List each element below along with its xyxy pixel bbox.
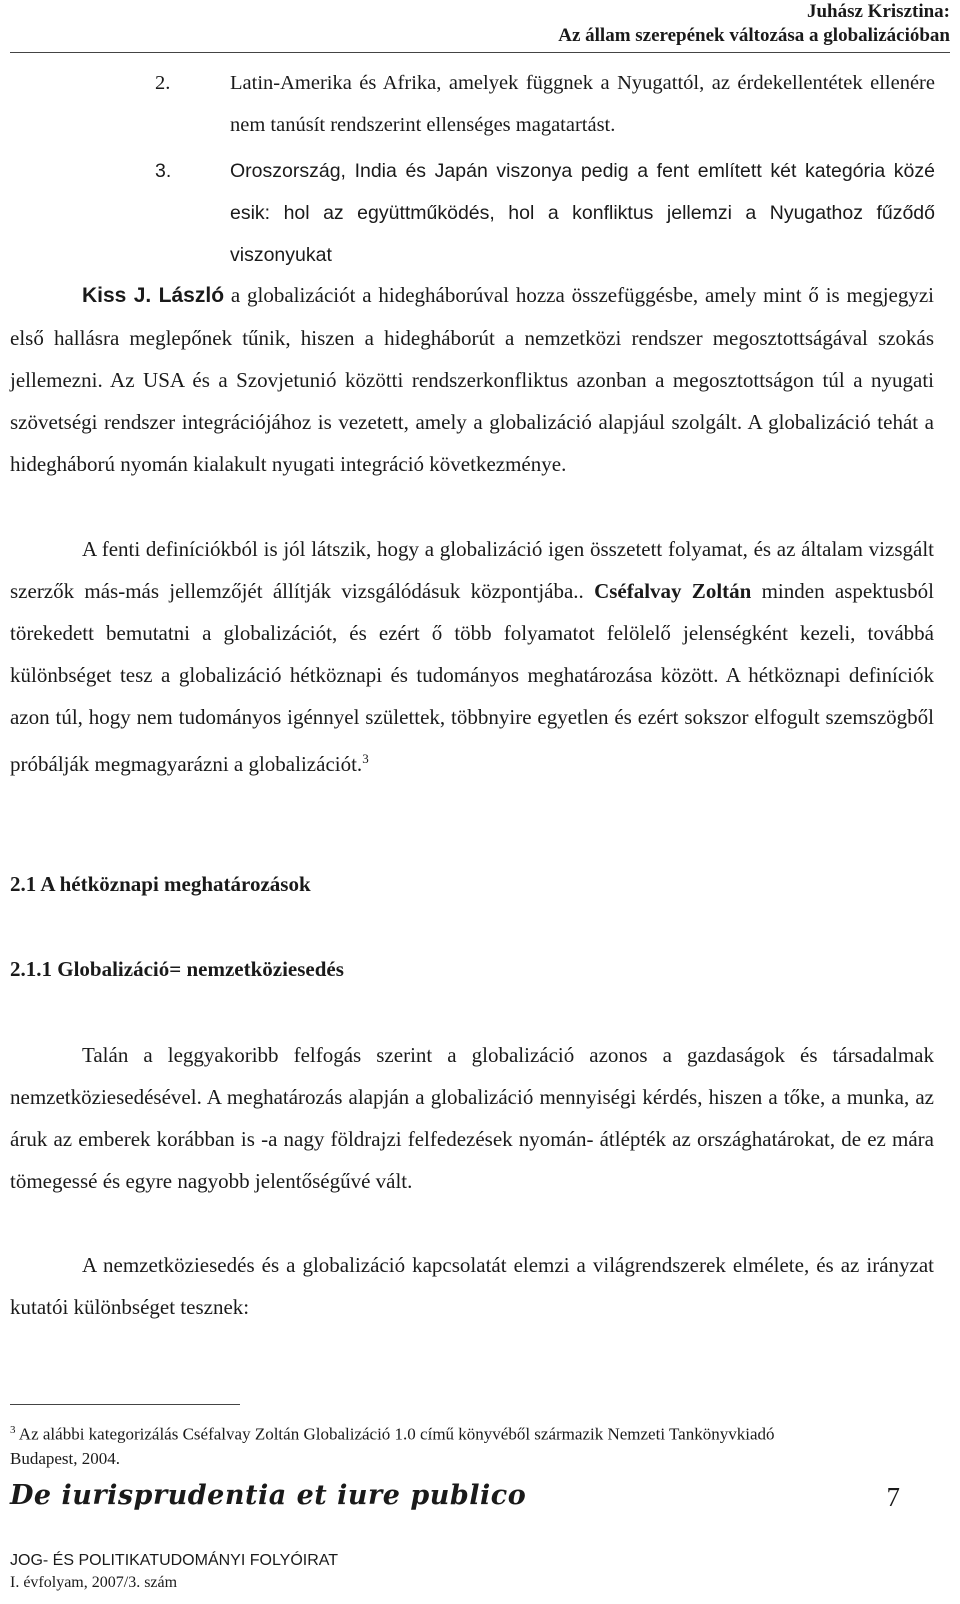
header-title: Az állam szerepének változása a globalizációban xyxy=(558,25,950,46)
header-divider xyxy=(10,52,950,53)
paragraph-world-systems: A nemzetköziesedés és a globalizáció kapcsolatát elemzi a világrendszerek elmélete, és az irányzat kutatói különbséget tesznek: xyxy=(10,1253,934,1319)
header-author: Juhász Krisztina: xyxy=(806,1,950,22)
author-name-csefalvay: Cséfalvay Zoltán xyxy=(594,579,752,603)
paragraph-kiss xyxy=(10,274,934,485)
footnote-text: Az alábbi kategorizálás Cséfalvay Zoltán Globalizáció 1.0 című könyvéből származik Nemzeti Tankönyvkiadó Budapest, 2004. xyxy=(10,1424,775,1468)
subsection-heading: 2.1.1 Globalizáció= nemzetköziesedés xyxy=(10,957,344,981)
paragraph-definitions xyxy=(10,528,934,785)
list-item-text: Oroszország, India és Japán viszonya pedig a fent említett két kategória közé esik: hol az együttműködés, hol a konfliktus jellemzi a Nyugathoz fűződő viszonyukat xyxy=(230,160,935,266)
running-header xyxy=(558,0,950,48)
author-name-kiss: Kiss J. László xyxy=(82,284,225,307)
journal-subtitle: JOG- ÉS POLITIKATUDOMÁNYI FOLYÓIRAT xyxy=(10,1552,339,1569)
list-item-number: 2. xyxy=(155,72,171,94)
footnote-reference: 3 xyxy=(362,751,369,766)
journal-title: De iurisprudentia et iure publico xyxy=(10,1480,527,1511)
paragraph-text: a globalizációt a hidegháborúval hozza összefüggésbe, amely mint ő is megjegyzi első hallásra meglepőnek tűnik, hiszen a hidegháborút a nemzetközi rendszer megosztottságával szokás jellemezni. Az USA és a Szovjetunió közötti rendszerkonfliktus azonban a megosztottságon túl a nyugati szövetségi rendszer integrációjához is vezetett, amely a globalizáció alapjául szolgált. A globalizáció tehát a hidegháború nyomán kialakult nyugati integráció következménye. xyxy=(10,283,935,476)
list-item-text: Latin-Amerika és Afrika, amelyek függnek a Nyugattól, az érdekellentétek ellenére nem tanúsít rendszerint ellenséges magatartást. xyxy=(230,72,935,136)
paragraph-text: minden aspektusból törekedett bemutatni a globalizációt, és ezért ő több folyamatot felölelő jelenségként kezeli, továbbá különbséget tesz a globalizáció hétköznapi és tudományos meghatározása között. A hétköznapi definíciók azon túl, hogy nem tudományos igénnyel születtek, többnyire egyetlen és ezért sokszor elfogult szemszögből próbálják megmagyarázni a globalizációt. xyxy=(10,579,934,776)
list-item-number: 3. xyxy=(155,160,172,182)
paragraph-text: A fenti definíciókból is jól látszik, hogy a globalizáció igen összetett folyamat, és az általam vizsgált szerzők más-más jellemzőjét állítják vizsgálódásuk központjába.. xyxy=(10,537,934,603)
footnote xyxy=(10,1418,810,1471)
page-number: 7 xyxy=(886,1482,900,1512)
journal-issue: I. évfolyam, 2007/3. szám xyxy=(10,1574,178,1591)
paragraph-internationalization: Talán a leggyakoribb felfogás szerint a globalizáció azonos a gazdaságok és társadalmak nemzetköziesedésével. A meghatározás alapján a globalizáció mennyiségi kérdés, hiszen a tőke, a munka, az áruk az emberek korábban is -a nagy földrajzi felfedezések nyomán- átlépték az országhatárokat, de ez mára tömegessé és egyre nagyobb jelentőségűvé vált. xyxy=(10,1043,934,1193)
section-heading: 2.1 A hétköznapi meghatározások xyxy=(10,872,311,896)
footnote-divider xyxy=(10,1404,240,1405)
footnote-number: 3 xyxy=(10,1424,16,1436)
list-item xyxy=(155,62,935,146)
list-item xyxy=(155,150,935,276)
journal-subtitle-block xyxy=(10,1550,338,1594)
